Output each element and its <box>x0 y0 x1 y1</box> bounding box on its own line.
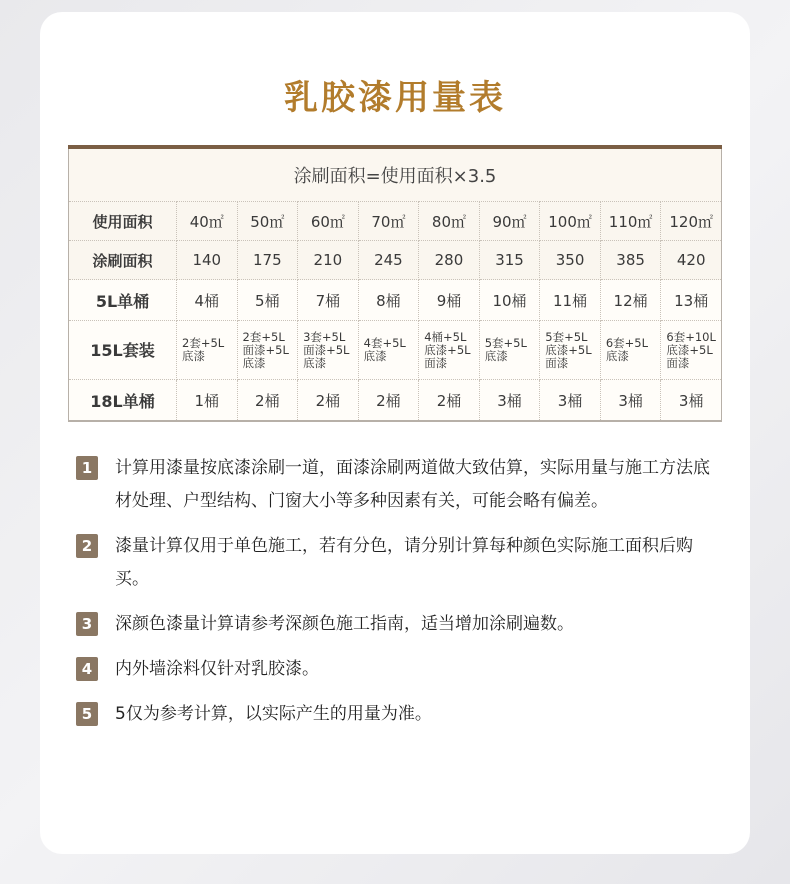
row-label: 涂刷面积 <box>69 241 177 280</box>
cell-line: 面漆 <box>666 355 690 370</box>
note-number-badge: 1 <box>76 456 98 480</box>
cell-line: 面漆+5L <box>242 342 289 357</box>
table-cell: 3桶 <box>661 380 722 422</box>
note-text: 5仅为参考计算，以实际产生的用量为准。 <box>115 704 432 724</box>
table-cell: 70㎡ <box>358 202 419 241</box>
cell-line: 底漆 <box>242 355 266 370</box>
table-cell: 110㎡ <box>600 202 661 241</box>
table-cell <box>661 321 722 380</box>
row-label: 5L单桶 <box>69 280 177 321</box>
table-cell: 50㎡ <box>237 202 298 241</box>
table-cell: 2桶 <box>237 380 298 422</box>
table-cell: 120㎡ <box>661 202 722 241</box>
table-cell: 3桶 <box>479 380 540 422</box>
cell-line: 面漆 <box>424 355 448 370</box>
note-number-badge: 4 <box>76 657 98 681</box>
table-cell <box>479 321 540 380</box>
note-text: 计算用漆量按底漆涂刷一道，面漆涂刷两道做大致估算，实际用量与施工方法底材处理、户型结构、门窗大小等多种因素有关，可能会略有偏差。 <box>115 458 710 511</box>
note-text: 漆量计算仅用于单色施工，若有分色，请分别计算每种颜色实际施工面积后购买。 <box>115 536 693 589</box>
note-number-badge: 3 <box>76 612 98 636</box>
table-cell: 210 <box>298 241 359 280</box>
table-row-5l-bucket <box>69 280 722 321</box>
table-cell: 100㎡ <box>540 202 601 241</box>
table-cell <box>419 321 480 380</box>
cell-line: 底漆 <box>484 349 508 363</box>
cell-line: 3套+5L <box>303 329 346 344</box>
table-cell: 3桶 <box>540 380 601 422</box>
table-row-15l-set <box>69 321 722 380</box>
table-cell: 2桶 <box>298 380 359 422</box>
table-header-formula: 涂刷面积=使用面积×3.5 <box>69 147 722 202</box>
table-cell: 2桶 <box>358 380 419 422</box>
table-cell: 13桶 <box>661 280 722 321</box>
table-cell: 8桶 <box>358 280 419 321</box>
row-label: 15L套装 <box>69 321 177 380</box>
cell-line: 5套+5L <box>484 336 527 350</box>
table-cell <box>237 321 298 380</box>
table-cell: 80㎡ <box>419 202 480 241</box>
table-cell: 315 <box>479 241 540 280</box>
note-text: 内外墙涂料仅针对乳胶漆。 <box>115 659 319 679</box>
cell-line: 底漆 <box>182 349 205 363</box>
cell-line: 4桶+5L <box>424 329 467 344</box>
table-cell: 140 <box>177 241 238 280</box>
cell-line: 5套+5L <box>545 329 588 344</box>
usage-table-wrapper <box>68 145 722 422</box>
cell-line: 底漆 <box>303 355 327 370</box>
cell-line: 底漆 <box>363 349 387 363</box>
table-cell: 385 <box>600 241 661 280</box>
table-cell: 7桶 <box>298 280 359 321</box>
table-cell: 9桶 <box>419 280 480 321</box>
cell-line: 底漆+5L <box>424 342 471 357</box>
table-cell: 60㎡ <box>298 202 359 241</box>
note-item <box>76 608 726 641</box>
table-cell: 5桶 <box>237 280 298 321</box>
cell-line: 6套+5L <box>605 336 649 350</box>
note-number-badge: 5 <box>76 702 98 726</box>
table-cell: 280 <box>419 241 480 280</box>
cell-line: 底漆+5L <box>545 342 592 357</box>
table-cell <box>298 321 359 380</box>
table-row-brush-area <box>69 241 722 280</box>
table-cell: 11桶 <box>540 280 601 321</box>
cell-line: 底漆 <box>605 349 629 363</box>
content-card <box>40 12 750 854</box>
cell-line: 4套+5L <box>363 336 406 350</box>
note-item <box>76 452 726 518</box>
note-item <box>76 653 726 686</box>
cell-line: 6套+10L <box>666 329 716 344</box>
notes-list <box>76 452 726 743</box>
table-cell: 10桶 <box>479 280 540 321</box>
cell-line: 2套+5L <box>182 336 225 350</box>
table-cell <box>358 321 419 380</box>
row-label: 使用面积 <box>69 202 177 241</box>
table-cell <box>177 321 238 380</box>
table-row-18l-bucket <box>69 380 722 422</box>
note-text: 深颜色漆量计算请参考深颜色施工指南，适当增加涂刷遍数。 <box>115 614 574 634</box>
table-row-use-area <box>69 202 722 241</box>
table-cell <box>540 321 601 380</box>
table-cell: 175 <box>237 241 298 280</box>
cell-line: 面漆+5L <box>303 342 350 357</box>
table-cell: 2桶 <box>419 380 480 422</box>
table-cell: 3桶 <box>600 380 661 422</box>
note-item <box>76 698 726 731</box>
table-cell: 350 <box>540 241 601 280</box>
cell-line: 2套+5L <box>242 329 285 344</box>
table-cell: 40㎡ <box>177 202 238 241</box>
note-item <box>76 530 726 596</box>
table-cell: 12桶 <box>600 280 661 321</box>
paint-usage-table <box>68 145 722 422</box>
note-number-badge: 2 <box>76 534 98 558</box>
table-cell: 420 <box>661 241 722 280</box>
cell-line: 面漆 <box>545 355 569 370</box>
row-label: 18L单桶 <box>69 380 177 422</box>
table-cell <box>600 321 661 380</box>
table-cell: 245 <box>358 241 419 280</box>
table-cell: 4桶 <box>177 280 238 321</box>
table-header-row <box>69 147 722 202</box>
table-cell: 90㎡ <box>479 202 540 241</box>
cell-line: 底漆+5L <box>666 342 713 357</box>
page-title: 乳胶漆用量表 <box>284 78 506 118</box>
table-cell: 1桶 <box>177 380 238 422</box>
